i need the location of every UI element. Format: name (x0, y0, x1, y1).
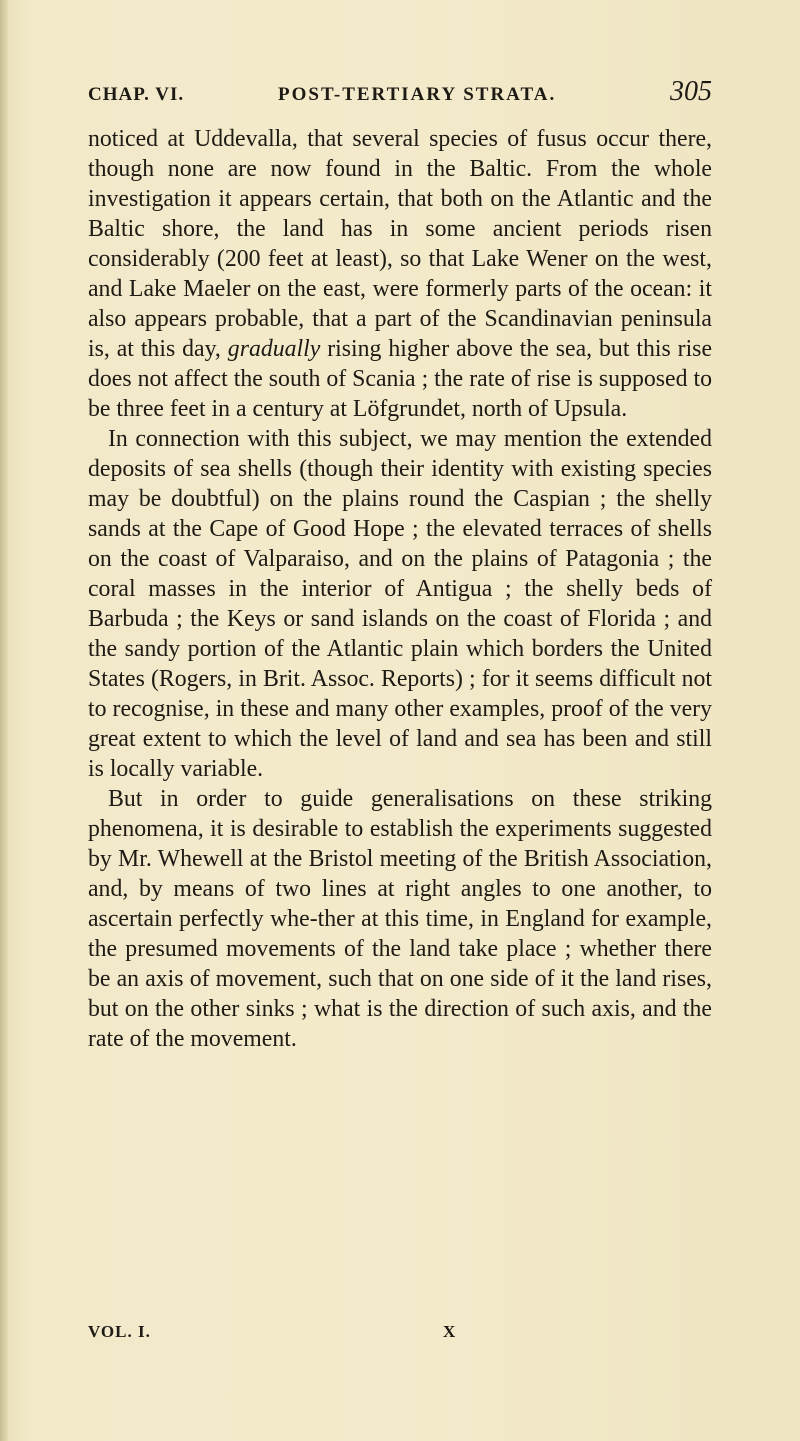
paragraph (88, 424, 712, 784)
text-segment: rising higher above the sea, but this rise does not affect the south of Scania ; the rate of rise is supposed to be three feet in a century at Löfgrundet, north of Upsula. (88, 336, 713, 422)
paragraph (88, 784, 712, 1054)
text-segment: But in order to guide generalisations on these striking phenomena, it is desirable to establish the experiments suggested by Mr. Whewell at the Bristol meeting of the British Association, and, by means of two lines at right angles to one another, to ascertain perfectly whe-ther at this time, in England for example, the presumed movements of the land take place ; whether there be an axis of movement, such that on one side of it the land rises, but on the other sinks ; what is the direction of such axis, and the rate of the movement. (88, 786, 712, 1052)
chapter-label: CHAP. VI. (88, 84, 185, 105)
signature-mark: X (443, 1322, 457, 1341)
text-segment: noticed at Uddevalla, that several species of fusus occur there, though none are now found in the Baltic. From the whole investigation it appears certain, that both on the Atlantic and the Baltic shore, the land has in some ancient periods risen considerably (200 feet at least), so that Lake Wener on the west, and Lake Maeler on the east, were formerly parts of the ocean: it also appears probable, that a part of the Scandinavian peninsula is, at this day, (88, 126, 712, 362)
page-gutter (0, 0, 8, 1441)
running-title: POST-TERTIARY STRATA. (278, 84, 557, 105)
body-text (88, 124, 712, 1054)
italic-text-segment: gradually (227, 336, 321, 362)
page-footer (88, 1322, 712, 1346)
text-segment: In connection with this subject, we may mention the extended deposits of sea shells (though their identity with existing species may be doubtful) on the plains round the Caspian ; the shelly sands at the Cape of Good Hope ; the elevated terraces of shells on the coast of Valparaiso, and on the plains of Patagonia ; the coral masses in the interior of Antigua ; the shelly beds of Barbuda ; the Keys or sand islands on the coast of Florida ; and the sandy portion of the Atlantic plain which borders the United States (Rogers, in Brit. Assoc. Reports) ; for it seems difficult not to recognise, in these and many other examples, proof of the very great extent to which the level of land and sea has been and still is locally variable. (88, 426, 712, 782)
paragraph (88, 124, 712, 424)
volume-label: VOL. I. (88, 1322, 151, 1341)
page-number: 305 (670, 76, 712, 107)
running-header (88, 76, 712, 110)
